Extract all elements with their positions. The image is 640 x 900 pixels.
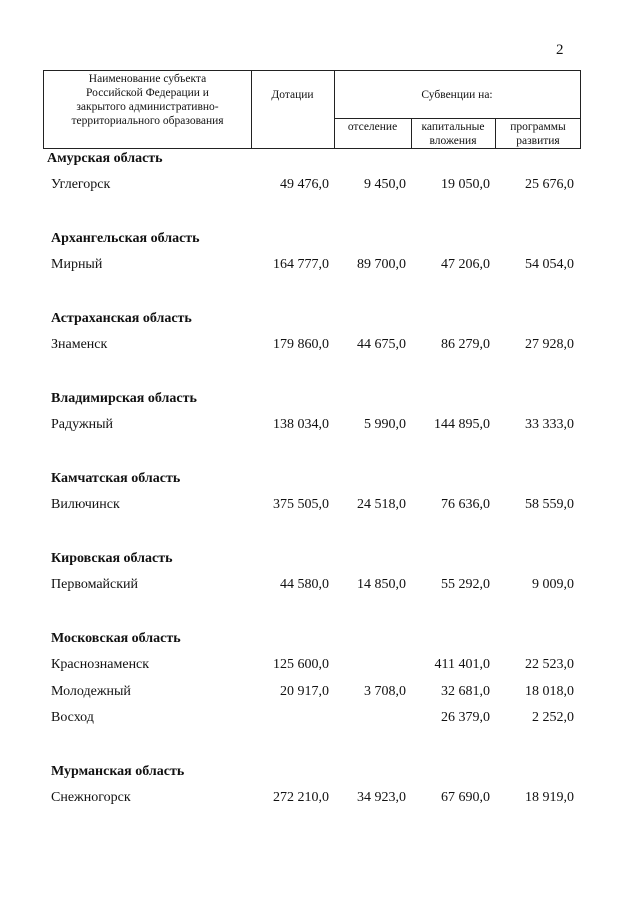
table-row bbox=[0, 257, 640, 275]
value-programmy: 25 676,0 bbox=[525, 177, 574, 192]
value-dotacii: 138 034,0 bbox=[273, 417, 329, 432]
value-otselenie: 89 700,0 bbox=[357, 257, 406, 272]
zato-name: Молодежный bbox=[51, 684, 131, 699]
value-programmy: 2 252,0 bbox=[532, 710, 574, 725]
value-programmy: 33 333,0 bbox=[525, 417, 574, 432]
value-kapital: 86 279,0 bbox=[441, 337, 490, 352]
value-programmy: 54 054,0 bbox=[525, 257, 574, 272]
page-number: 2 bbox=[556, 42, 564, 58]
zato-name: Вилючинск bbox=[51, 497, 120, 512]
zato-name: Восход bbox=[51, 710, 94, 725]
value-otselenie: 44 675,0 bbox=[357, 337, 406, 352]
table-row bbox=[0, 790, 640, 808]
header-name-line: Наименование субъекта bbox=[88, 73, 207, 85]
header-subvencii: Субвенции на: bbox=[421, 89, 493, 101]
table-row bbox=[0, 577, 640, 595]
value-kapital: 144 895,0 bbox=[434, 417, 490, 432]
header-dotacii: Дотации bbox=[271, 89, 314, 101]
header-name-line: закрытого административно- bbox=[76, 101, 219, 113]
header-programmy-line: развития bbox=[516, 135, 560, 147]
value-kapital: 411 401,0 bbox=[434, 657, 490, 672]
value-otselenie: 5 990,0 bbox=[364, 417, 406, 432]
zato-name: Радужный bbox=[51, 417, 114, 432]
value-kapital: 55 292,0 bbox=[441, 577, 490, 592]
value-programmy: 27 928,0 bbox=[525, 337, 574, 352]
value-dotacii: 272 210,0 bbox=[273, 790, 329, 805]
value-otselenie: 9 450,0 bbox=[364, 177, 406, 192]
value-dotacii: 49 476,0 bbox=[280, 177, 329, 192]
region-heading: Архангельская область bbox=[51, 231, 200, 246]
table-row bbox=[0, 657, 640, 675]
header-name-cell bbox=[44, 72, 251, 128]
region-heading: Владимирская область bbox=[51, 391, 197, 406]
table-row bbox=[0, 710, 640, 728]
value-otselenie: 24 518,0 bbox=[357, 497, 406, 512]
zato-name: Первомайский bbox=[51, 577, 139, 592]
value-kapital: 32 681,0 bbox=[441, 684, 490, 699]
region-heading: Московская область bbox=[51, 631, 181, 646]
value-dotacii: 44 580,0 bbox=[280, 577, 329, 592]
value-kapital: 47 206,0 bbox=[441, 257, 490, 272]
value-programmy: 58 559,0 bbox=[525, 497, 574, 512]
region-heading: Мурманская область bbox=[51, 764, 185, 779]
value-otselenie: 14 850,0 bbox=[357, 577, 406, 592]
value-dotacii: 164 777,0 bbox=[273, 257, 329, 272]
header-programmy-line: программы bbox=[510, 121, 566, 133]
table-row bbox=[0, 417, 640, 435]
zato-name: Краснознаменск bbox=[51, 657, 150, 672]
header-divider bbox=[334, 118, 580, 119]
table-header bbox=[43, 70, 581, 149]
header-kapital bbox=[411, 120, 495, 148]
header-name-line: территориального образования bbox=[71, 115, 224, 127]
header-name-line: Российской Федерации и bbox=[86, 87, 209, 99]
header-divider bbox=[251, 71, 252, 148]
region-heading: Кировская область bbox=[51, 551, 173, 566]
value-dotacii: 179 860,0 bbox=[273, 337, 329, 352]
table-row bbox=[0, 177, 640, 195]
value-otselenie: 3 708,0 bbox=[364, 684, 406, 699]
value-kapital: 67 690,0 bbox=[441, 790, 490, 805]
value-programmy: 18 919,0 bbox=[525, 790, 574, 805]
zato-name: Знаменск bbox=[51, 337, 108, 352]
region-heading: Амурская область bbox=[47, 151, 163, 166]
value-programmy: 9 009,0 bbox=[532, 577, 574, 592]
table-row bbox=[0, 497, 640, 515]
header-kapital-line: капитальные bbox=[421, 121, 485, 133]
value-kapital: 26 379,0 bbox=[441, 710, 490, 725]
table-row bbox=[0, 684, 640, 702]
value-programmy: 18 018,0 bbox=[525, 684, 574, 699]
zato-name: Углегорск bbox=[51, 177, 111, 192]
value-kapital: 19 050,0 bbox=[441, 177, 490, 192]
header-divider bbox=[334, 71, 335, 148]
value-dotacii: 20 917,0 bbox=[280, 684, 329, 699]
header-otselenie: отселение bbox=[347, 121, 398, 133]
region-heading: Камчатская область bbox=[51, 471, 181, 486]
region-heading: Астраханская область bbox=[51, 311, 192, 326]
value-otselenie: 34 923,0 bbox=[357, 790, 406, 805]
value-programmy: 22 523,0 bbox=[525, 657, 574, 672]
table-row bbox=[0, 337, 640, 355]
value-dotacii: 125 600,0 bbox=[273, 657, 329, 672]
zato-name: Мирный bbox=[51, 257, 103, 272]
zato-name: Снежногорск bbox=[51, 790, 131, 805]
value-dotacii: 375 505,0 bbox=[273, 497, 329, 512]
header-kapital-line: вложения bbox=[429, 135, 477, 147]
header-programmy bbox=[495, 120, 581, 148]
value-kapital: 76 636,0 bbox=[441, 497, 490, 512]
